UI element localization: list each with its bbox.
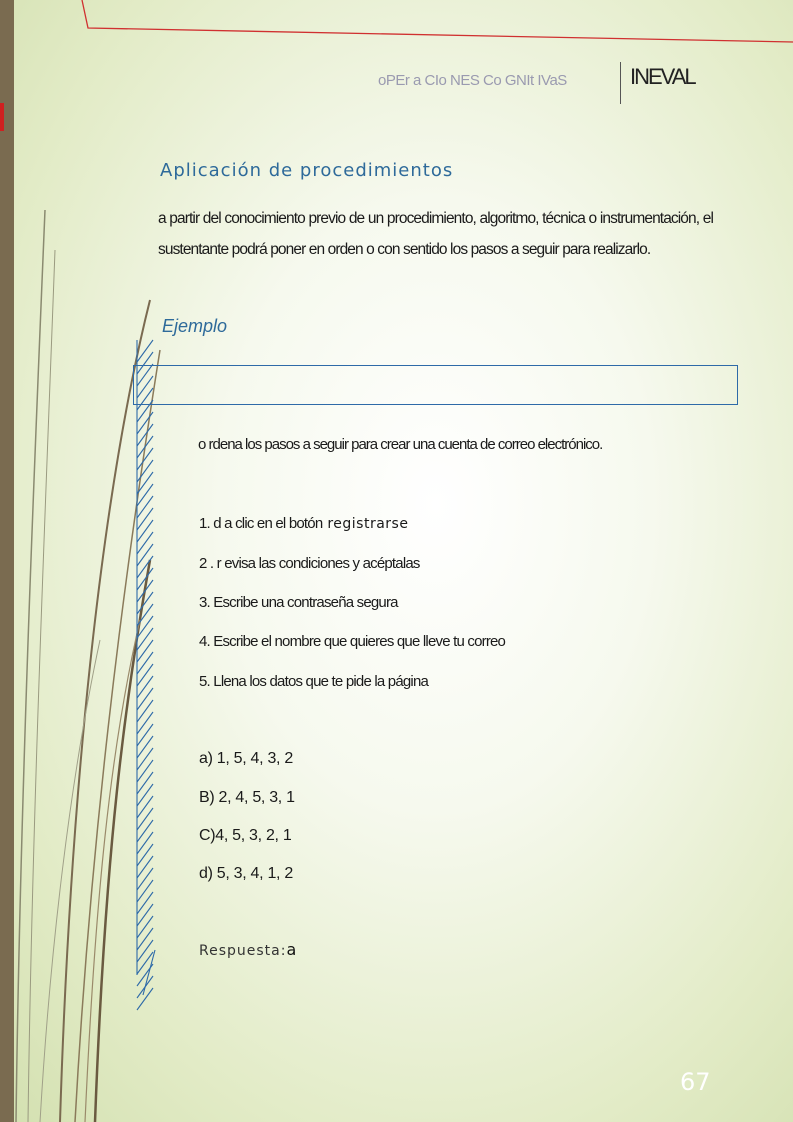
step-5: 5. Llena los datos que te pide la página [199,673,429,690]
page-number: 67 [680,1068,711,1096]
section-description: a partir del conocimiento previo de un procedimiento, algoritmo, técnica o instrumentación, el sustentante podrá poner en orden o con sentido los pasos a seguir para realizarlo. [158,210,713,258]
option-d: d) 5, 3, 4, 1, 2 [199,865,293,882]
step-3: 3. Escribe una contraseña segura [199,594,398,611]
option-a: a) 1, 5, 4, 3, 2 [199,750,293,767]
example-label: Ejemplo [162,316,228,336]
step-2: 2 . r evisa las condiciones y acéptalas [199,555,420,572]
answer-value: a [286,940,298,959]
example-box [133,365,738,405]
header-subtitle: oPEr a CIo NES Co GNIt IVaS [378,72,567,89]
step-1: 1. d a clic en el botón registrarse [199,515,409,532]
step-4: 4. Escribe el nombre que quieres que lleve tu correo [199,633,506,650]
answer-label: Respuesta: [199,943,287,959]
section-title: Aplicación de procedimientos [160,160,454,181]
header-divider [620,62,621,104]
answer-line [199,940,297,959]
option-b: B) 2, 4, 5, 3, 1 [199,789,295,806]
option-c: C)4, 5, 3, 2, 1 [199,827,292,844]
example-instruction: o rdena los pasos a seguir para crear una cuenta de correo electrónico. [198,436,603,453]
ineval-logo: INEVAL [630,64,695,89]
